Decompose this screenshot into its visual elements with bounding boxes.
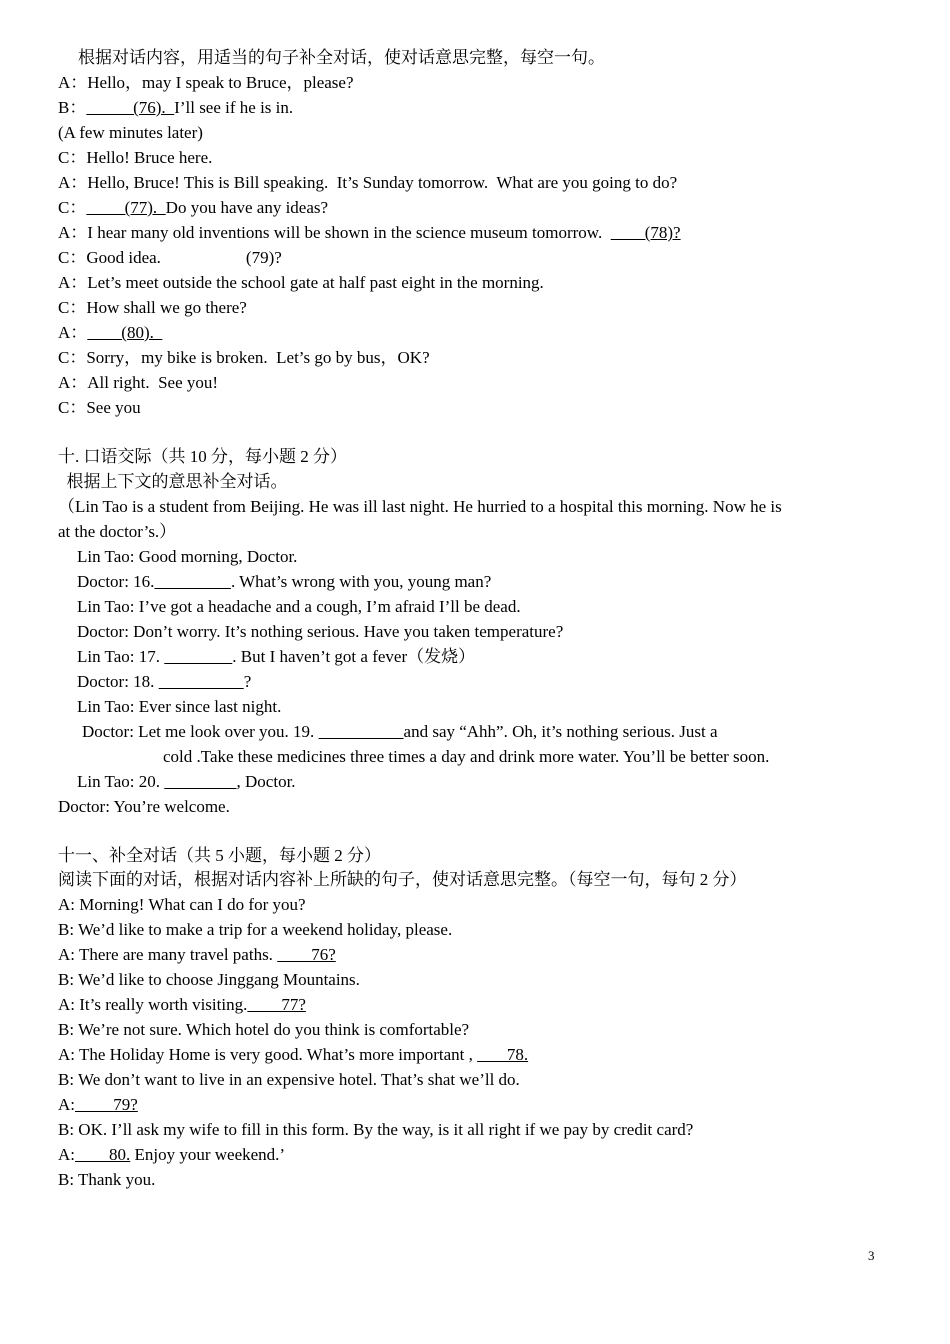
- dialogue-text: . But I haven’t got a fever（发烧）: [232, 647, 476, 666]
- dialogue-text: Doctor: 16.: [77, 572, 155, 591]
- dialogue-line: C：Good idea. (79)?: [58, 248, 282, 267]
- dialogue-line: Lin Tao: Good morning, Doctor.: [77, 547, 298, 566]
- stage-direction: (A few minutes later): [58, 123, 203, 142]
- dialogue-line: C：How shall we go there?: [58, 298, 247, 317]
- dialogue-text: Lin Tao: 17.: [77, 647, 165, 666]
- answer-blank-80: 80.: [75, 1145, 131, 1164]
- answer-blank-18: [159, 672, 244, 691]
- dialogue-line: [58, 1143, 285, 1167]
- answer-blank-79: 79?: [75, 1095, 138, 1114]
- speaker-label: B：: [58, 98, 87, 117]
- dialogue-text: Doctor: 18.: [77, 672, 159, 691]
- answer-blank-19: [319, 722, 404, 741]
- dialogue-text: . What’s wrong with you, young man?: [230, 572, 492, 591]
- dialogue-line: [77, 770, 296, 794]
- page-number: 3: [868, 1248, 875, 1263]
- dialogue-text: A: There are many travel paths.: [58, 945, 278, 964]
- dialogue-text: Lin Tao: 20.: [77, 772, 165, 791]
- dialogue-line: A：All right. See you!: [58, 373, 219, 392]
- section-heading: 十. 口语交际（共 10 分，每小题 2 分）: [58, 447, 347, 466]
- answer-blank-76: (76).: [86, 98, 175, 117]
- answer-blank-77: (77).: [86, 198, 166, 217]
- dialogue-line: C：Sorry，my bike is broken. Let’s go by bus，OK?: [58, 348, 430, 367]
- instruction-text: 根据对话内容，用适当的句子补全对话，使对话意思完整，每空一句。: [78, 48, 605, 67]
- dialogue-text: Doctor: Let me look over you. 19.: [82, 722, 319, 741]
- dialogue-line: A：Let’s meet outside the school gate at half past eight in the morning.: [58, 273, 544, 292]
- dialogue-line: Lin Tao: Ever since last night.: [77, 697, 282, 716]
- dialogue-line: [58, 321, 162, 345]
- dialogue-text: ?: [243, 672, 252, 691]
- speaker-label: A:: [58, 1145, 75, 1164]
- answer-blank-80: (80).: [87, 323, 163, 342]
- answer-blank-77: 77?: [247, 995, 306, 1014]
- dialogue-line: B: We don’t want to live in an expensive hotel. That’s shat we’ll do.: [58, 1070, 520, 1089]
- answer-blank-78: 78.: [477, 1045, 529, 1064]
- dialogue-text: Do you have any ideas?: [165, 198, 329, 217]
- dialogue-text: Enjoy your weekend.’: [130, 1145, 286, 1164]
- dialogue-line: C：See you: [58, 398, 141, 417]
- speaker-label: A：: [58, 323, 88, 342]
- answer-blank-16: [154, 572, 231, 591]
- answer-blank-76: 76?: [277, 945, 336, 964]
- speaker-label: A:: [58, 1095, 75, 1114]
- dialogue-text: A: The Holiday Home is very good. What’s more important ,: [58, 1045, 478, 1064]
- dialogue-text: and say “Ahh”. Oh, it’s nothing serious. Just a: [403, 722, 718, 741]
- answer-blank-78: (78)?: [610, 223, 681, 242]
- dialogue-text: I’ll see if he is in.: [174, 98, 294, 117]
- dialogue-line: A：Hello, Bruce! This is Bill speaking. It’s Sunday tomorrow. What are you going to do?: [58, 173, 678, 192]
- dialogue-text: A：I hear many old inventions will be shown in the science museum tomorrow.: [58, 223, 611, 242]
- dialogue-line: A：Hello，may I speak to Bruce，please?: [58, 73, 354, 92]
- dialogue-line: [58, 993, 306, 1017]
- instruction-text: 阅读下面的对话，根据对话内容补上所缺的句子，使对话意思完整。（每空一句，每句 2 分）: [58, 870, 747, 889]
- dialogue-line: [58, 943, 336, 967]
- dialogue-line: [77, 670, 251, 694]
- dialogue-text: , Doctor.: [236, 772, 296, 791]
- dialogue-line: [58, 96, 293, 120]
- dialogue-line: B: We’d like to choose Jinggang Mountains.: [58, 970, 360, 989]
- dialogue-line: cold .Take these medicines three times a day and drink more water. You’ll be better soon.: [163, 747, 770, 766]
- dialogue-line: B: OK. I’ll ask my wife to fill in this form. By the way, is it all right if we pay by credit card?: [58, 1120, 694, 1139]
- dialogue-line: [58, 221, 681, 245]
- answer-blank-17: [164, 647, 232, 666]
- dialogue-line: [58, 1043, 528, 1067]
- speaker-label: C：: [58, 198, 87, 217]
- dialogue-line: Doctor: You’re welcome.: [58, 797, 230, 816]
- dialogue-line: [77, 645, 475, 669]
- section-heading: 十一、补全对话（共 5 小题，每小题 2 分）: [58, 846, 381, 865]
- dialogue-line: [58, 1093, 138, 1117]
- dialogue-line: [77, 570, 491, 594]
- dialogue-line: A: Morning! What can I do for you?: [58, 895, 306, 914]
- dialogue-line: C：Hello! Bruce here.: [58, 148, 213, 167]
- instruction-text: 根据上下文的意思补全对话。: [58, 472, 288, 491]
- dialogue-line: Lin Tao: I’ve got a headache and a cough, I’m afraid I’ll be dead.: [77, 597, 521, 616]
- context-text: （Lin Tao is a student from Beijing. He was ill last night. He hurried to a hospital this morning. Now he is: [58, 497, 782, 516]
- answer-blank-20: [164, 772, 236, 791]
- dialogue-line: [58, 196, 328, 220]
- dialogue-line: [82, 720, 718, 744]
- dialogue-line: Doctor: Don’t worry. It’s nothing serious. Have you taken temperature?: [77, 622, 564, 641]
- dialogue-text: A: It’s really worth visiting.: [58, 995, 248, 1014]
- dialogue-line: B: We’re not sure. Which hotel do you think is comfortable?: [58, 1020, 470, 1039]
- context-text: at the doctor’s.）: [58, 522, 177, 541]
- dialogue-line: B: We’d like to make a trip for a weekend holiday, please.: [58, 920, 453, 939]
- dialogue-line: B: Thank you.: [58, 1170, 156, 1189]
